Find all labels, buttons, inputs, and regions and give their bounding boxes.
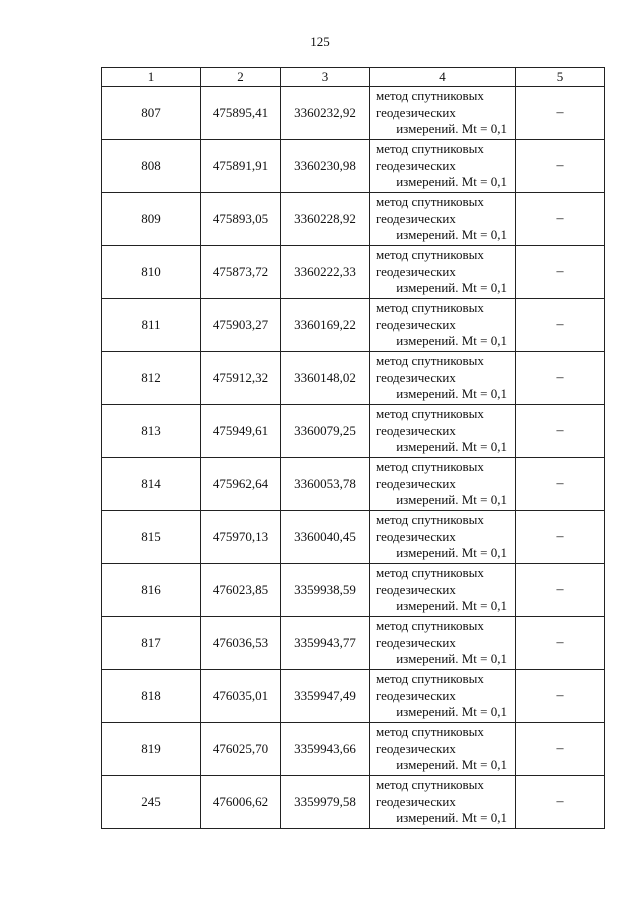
method-line: геодезических — [376, 210, 456, 226]
method-cell — [370, 405, 516, 458]
point-number-cell: 807 — [102, 87, 201, 140]
note-cell: – — [516, 352, 605, 405]
y-coordinate-cell: 3360232,92 — [281, 87, 370, 140]
method-line: геодезических — [376, 422, 456, 438]
point-number-cell: 812 — [102, 352, 201, 405]
method-line: геодезических — [376, 104, 456, 120]
method-line: геодезических — [376, 475, 456, 491]
point-number-cell: 815 — [102, 511, 201, 564]
y-coordinate-cell: 3360222,33 — [281, 246, 370, 299]
point-number-cell: 810 — [102, 246, 201, 299]
y-coordinate-cell: 3360169,22 — [281, 299, 370, 352]
x-coordinate-cell: 475873,72 — [201, 246, 281, 299]
y-coordinate-cell: 3359979,58 — [281, 776, 370, 829]
method-line: геодезических — [376, 793, 456, 809]
method-cell — [370, 723, 516, 776]
y-coordinate-cell: 3360053,78 — [281, 458, 370, 511]
note-cell: – — [516, 564, 605, 617]
method-line: геодезических — [376, 528, 456, 544]
y-coordinate-cell: 3360079,25 — [281, 405, 370, 458]
table-row — [102, 352, 605, 405]
x-coordinate-cell: 475912,32 — [201, 352, 281, 405]
table-row — [102, 564, 605, 617]
method-line: геодезических — [376, 634, 456, 650]
method-line: измерений. Mt = 0,1 — [396, 121, 507, 137]
note-cell: – — [516, 670, 605, 723]
y-coordinate-cell: 3359943,77 — [281, 617, 370, 670]
header-col-4: 4 — [370, 68, 516, 87]
method-cell — [370, 299, 516, 352]
method-line: измерений. Mt = 0,1 — [396, 439, 507, 455]
note-cell: – — [516, 87, 605, 140]
point-number-cell: 811 — [102, 299, 201, 352]
header-col-5: 5 — [516, 68, 605, 87]
point-number-cell: 809 — [102, 193, 201, 246]
header-col-3: 3 — [281, 68, 370, 87]
method-line: метод спутниковых — [376, 459, 484, 475]
x-coordinate-cell: 476006,62 — [201, 776, 281, 829]
method-cell — [370, 193, 516, 246]
table-row — [102, 723, 605, 776]
method-line: геодезических — [376, 740, 456, 756]
method-cell — [370, 87, 516, 140]
x-coordinate-cell: 476023,85 — [201, 564, 281, 617]
note-cell: – — [516, 193, 605, 246]
table-row — [102, 246, 605, 299]
note-cell: – — [516, 458, 605, 511]
note-cell: – — [516, 723, 605, 776]
table-row — [102, 511, 605, 564]
table-row — [102, 299, 605, 352]
method-line: геодезических — [376, 581, 456, 597]
method-line: геодезических — [376, 316, 456, 332]
note-cell: – — [516, 299, 605, 352]
method-cell — [370, 776, 516, 829]
point-number-cell: 808 — [102, 140, 201, 193]
method-line: измерений. Mt = 0,1 — [396, 810, 507, 826]
note-cell: – — [516, 246, 605, 299]
method-line: метод спутниковых — [376, 353, 484, 369]
table-row — [102, 140, 605, 193]
point-number-cell: 816 — [102, 564, 201, 617]
method-line: измерений. Mt = 0,1 — [396, 492, 507, 508]
y-coordinate-cell: 3360148,02 — [281, 352, 370, 405]
x-coordinate-cell: 475970,13 — [201, 511, 281, 564]
x-coordinate-cell: 475895,41 — [201, 87, 281, 140]
note-cell: – — [516, 405, 605, 458]
method-line: метод спутниковых — [376, 141, 484, 157]
y-coordinate-cell: 3359947,49 — [281, 670, 370, 723]
method-line: метод спутниковых — [376, 406, 484, 422]
point-number-cell: 817 — [102, 617, 201, 670]
y-coordinate-cell: 3360228,92 — [281, 193, 370, 246]
coordinates-table — [101, 67, 605, 829]
method-line: геодезических — [376, 263, 456, 279]
method-line: метод спутниковых — [376, 512, 484, 528]
table-row — [102, 458, 605, 511]
method-line: измерений. Mt = 0,1 — [396, 757, 507, 773]
x-coordinate-cell: 475962,64 — [201, 458, 281, 511]
y-coordinate-cell: 3359938,59 — [281, 564, 370, 617]
method-cell — [370, 564, 516, 617]
method-line: измерений. Mt = 0,1 — [396, 227, 507, 243]
method-cell — [370, 670, 516, 723]
table-row — [102, 193, 605, 246]
y-coordinate-cell: 3360230,98 — [281, 140, 370, 193]
method-line: метод спутниковых — [376, 300, 484, 316]
table-body — [102, 87, 605, 829]
x-coordinate-cell: 476036,53 — [201, 617, 281, 670]
method-line: метод спутниковых — [376, 194, 484, 210]
method-cell — [370, 458, 516, 511]
note-cell: – — [516, 140, 605, 193]
method-cell — [370, 511, 516, 564]
table-row — [102, 776, 605, 829]
method-line: измерений. Mt = 0,1 — [396, 174, 507, 190]
y-coordinate-cell: 3360040,45 — [281, 511, 370, 564]
method-line: метод спутниковых — [376, 777, 484, 793]
table-row — [102, 670, 605, 723]
x-coordinate-cell: 475903,27 — [201, 299, 281, 352]
method-line: метод спутниковых — [376, 88, 484, 104]
x-coordinate-cell: 475949,61 — [201, 405, 281, 458]
method-line: геодезических — [376, 157, 456, 173]
header-col-2: 2 — [201, 68, 281, 87]
method-line: геодезических — [376, 687, 456, 703]
method-line: метод спутниковых — [376, 671, 484, 687]
method-line: метод спутниковых — [376, 618, 484, 634]
x-coordinate-cell: 476035,01 — [201, 670, 281, 723]
point-number-cell: 245 — [102, 776, 201, 829]
method-line: измерений. Mt = 0,1 — [396, 333, 507, 349]
note-cell: – — [516, 617, 605, 670]
method-line: измерений. Mt = 0,1 — [396, 545, 507, 561]
x-coordinate-cell: 476025,70 — [201, 723, 281, 776]
page-number: 125 — [310, 34, 330, 49]
method-cell — [370, 140, 516, 193]
table-row — [102, 405, 605, 458]
note-cell: – — [516, 511, 605, 564]
method-line: измерений. Mt = 0,1 — [396, 704, 507, 720]
point-number-cell: 818 — [102, 670, 201, 723]
method-line: геодезических — [376, 369, 456, 385]
method-line: измерений. Mt = 0,1 — [396, 651, 507, 667]
x-coordinate-cell: 475893,05 — [201, 193, 281, 246]
method-line: измерений. Mt = 0,1 — [396, 598, 507, 614]
method-cell — [370, 617, 516, 670]
method-line: измерений. Mt = 0,1 — [396, 386, 507, 402]
table-row — [102, 87, 605, 140]
method-cell — [370, 246, 516, 299]
point-number-cell: 819 — [102, 723, 201, 776]
method-line: измерений. Mt = 0,1 — [396, 280, 507, 296]
point-number-cell: 813 — [102, 405, 201, 458]
x-coordinate-cell: 475891,91 — [201, 140, 281, 193]
header-col-1: 1 — [102, 68, 201, 87]
y-coordinate-cell: 3359943,66 — [281, 723, 370, 776]
table-row — [102, 617, 605, 670]
table-header-row — [102, 68, 605, 87]
method-line: метод спутниковых — [376, 247, 484, 263]
point-number-cell: 814 — [102, 458, 201, 511]
note-cell: – — [516, 776, 605, 829]
method-line: метод спутниковых — [376, 565, 484, 581]
method-cell — [370, 352, 516, 405]
method-line: метод спутниковых — [376, 724, 484, 740]
